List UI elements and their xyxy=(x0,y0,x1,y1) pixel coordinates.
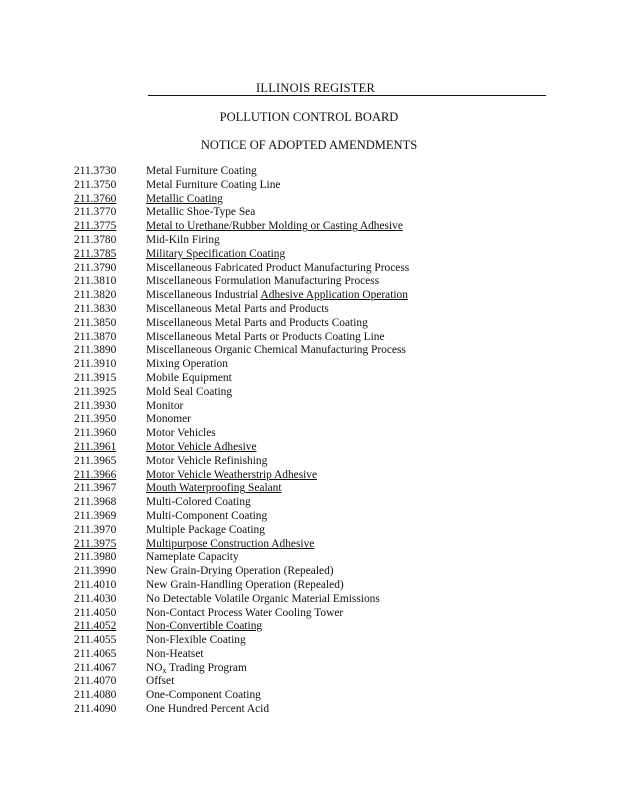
section-title: Miscellaneous Fabricated Product Manufacturing Process xyxy=(146,261,410,274)
notice-title: NOTICE OF ADOPTED AMENDMENTS xyxy=(200,138,418,152)
section-number: 211.3966 xyxy=(74,468,117,481)
section-row xyxy=(74,179,574,193)
section-number: 211.3820 xyxy=(74,289,117,302)
section-number: 211.3968 xyxy=(74,496,117,509)
section-row xyxy=(74,400,574,414)
section-number: 211.3961 xyxy=(74,440,117,453)
section-row xyxy=(74,441,574,455)
register-title: ILLINOIS REGISTER xyxy=(256,81,376,95)
section-title: Mold Seal Coating xyxy=(146,385,233,398)
section-title: New Grain-Drying Operation (Repealed) xyxy=(146,565,334,578)
section-list xyxy=(74,165,574,717)
section-title: Metal Furniture Coating xyxy=(146,165,257,177)
section-row xyxy=(74,317,574,331)
section-number: 211.4055 xyxy=(74,634,117,647)
section-row xyxy=(74,620,574,634)
section-number: 211.3890 xyxy=(74,344,117,357)
section-number: 211.3750 xyxy=(74,178,117,191)
section-title: Metallic Coating xyxy=(146,192,223,205)
section-number: 211.3925 xyxy=(74,385,117,398)
section-row xyxy=(74,193,574,207)
section-number: 211.3975 xyxy=(74,537,117,550)
section-title: Monomer xyxy=(146,413,191,426)
section-title: Multi-Colored Coating xyxy=(146,496,251,509)
section-title: Miscellaneous Organic Chemical Manufacturing Process xyxy=(146,344,406,357)
section-row xyxy=(74,248,574,262)
section-number: 211.3980 xyxy=(74,551,117,564)
section-number: 211.3910 xyxy=(74,358,117,371)
section-title: Metal Furniture Coating Line xyxy=(146,178,281,191)
section-row xyxy=(74,165,574,179)
section-row xyxy=(74,331,574,345)
section-row xyxy=(74,675,574,689)
section-title: Non-Contact Process Water Cooling Tower xyxy=(146,606,344,619)
section-title: Motor Vehicle Weatherstrip Adhesive xyxy=(146,468,318,481)
section-number: 211.3830 xyxy=(74,302,117,315)
section-row xyxy=(74,496,574,510)
section-title: Miscellaneous Formulation Manufacturing Process xyxy=(146,275,380,288)
section-title: Motor Vehicles xyxy=(146,427,216,440)
section-row xyxy=(74,372,574,386)
section-row xyxy=(74,386,574,400)
section-title-rest: Trading Program xyxy=(166,661,247,674)
section-row xyxy=(74,262,574,276)
section-row xyxy=(74,469,574,483)
section-row xyxy=(74,220,574,234)
section-row xyxy=(74,206,574,220)
section-number: 211.3990 xyxy=(74,565,117,578)
section-number: 211.3760 xyxy=(74,192,117,205)
section-number: 211.3967 xyxy=(74,482,117,495)
section-title: Motor Vehicle Refinishing xyxy=(146,454,268,467)
section-number: 211.3950 xyxy=(74,413,117,426)
section-title: Metallic Shoe-Type Sea xyxy=(146,206,256,219)
section-number: 211.4065 xyxy=(74,647,117,660)
section-title: New Grain-Handling Operation (Repealed) xyxy=(146,578,344,591)
section-number: 211.4010 xyxy=(74,578,117,591)
section-number: 211.3969 xyxy=(74,509,117,522)
section-number: 211.4052 xyxy=(74,620,117,633)
section-title: Mid-Kiln Firing xyxy=(146,233,220,246)
section-number: 211.3960 xyxy=(74,427,117,440)
section-title: Multipurpose Construction Adhesive xyxy=(146,537,315,550)
section-title: Non-Flexible Coating xyxy=(146,634,246,647)
section-title: Multiple Package Coating xyxy=(146,523,265,536)
section-row xyxy=(74,275,574,289)
section-title: Non-Heatset xyxy=(146,647,204,660)
section-row xyxy=(74,538,574,552)
section-row xyxy=(74,510,574,524)
section-number: 211.4070 xyxy=(74,675,117,688)
section-title: Mouth Waterproofing Sealant xyxy=(146,482,282,495)
section-title-main: NO xyxy=(146,661,163,674)
section-number: 211.4090 xyxy=(74,703,117,716)
section-title: Military Specification Coating xyxy=(146,247,286,260)
section-title: Miscellaneous Metal Parts and Products Coating xyxy=(146,316,368,329)
section-row xyxy=(74,565,574,579)
section-row xyxy=(74,455,574,469)
section-number: 211.3730 xyxy=(74,165,117,177)
section-row xyxy=(74,579,574,593)
section-number: 211.3870 xyxy=(74,330,117,343)
section-number: 211.4080 xyxy=(74,689,117,702)
section-row xyxy=(74,358,574,372)
section-title: Metal to Urethane/Rubber Molding or Casting Adhesive xyxy=(146,220,403,233)
section-title-added: Adhesive Application Operation xyxy=(260,289,408,302)
section-title: Offset xyxy=(146,675,175,688)
section-title xyxy=(146,289,408,303)
section-title: Miscellaneous Metal Parts or Products Coating Line xyxy=(146,330,385,343)
section-title: No Detectable Volatile Organic Material Emissions xyxy=(146,592,380,605)
section-title xyxy=(146,662,247,676)
section-row xyxy=(74,634,574,648)
section-title: Monitor xyxy=(146,399,184,412)
section-row xyxy=(74,413,574,427)
section-row xyxy=(74,607,574,621)
section-row xyxy=(74,482,574,496)
section-title: Nameplate Capacity xyxy=(146,551,239,564)
section-title: Motor Vehicle Adhesive xyxy=(146,440,257,453)
section-title: Miscellaneous Metal Parts and Products xyxy=(146,302,329,315)
section-row xyxy=(74,289,574,303)
section-number: 211.4067 xyxy=(74,661,117,674)
section-row xyxy=(74,427,574,441)
section-row xyxy=(74,703,574,717)
section-number: 211.3770 xyxy=(74,206,117,219)
section-title: Mobile Equipment xyxy=(146,371,232,384)
section-number: 211.3785 xyxy=(74,247,117,260)
section-number: 211.3915 xyxy=(74,371,117,384)
section-number: 211.4030 xyxy=(74,592,117,605)
section-title-plain: Miscellaneous Industrial xyxy=(146,289,261,302)
section-row xyxy=(74,662,574,676)
section-number: 211.3810 xyxy=(74,275,117,288)
section-number: 211.4050 xyxy=(74,606,117,619)
section-row xyxy=(74,593,574,607)
section-title: Multi-Component Coating xyxy=(146,509,268,522)
register-header xyxy=(148,82,546,96)
section-title: One-Component Coating xyxy=(146,689,261,702)
section-title: Non-Convertible Coating xyxy=(146,620,263,633)
section-row xyxy=(74,648,574,662)
section-row xyxy=(74,344,574,358)
header-rule xyxy=(148,95,546,96)
section-row xyxy=(74,689,574,703)
section-row xyxy=(74,524,574,538)
section-number: 211.3790 xyxy=(74,261,117,274)
agency-title: POLLUTION CONTROL BOARD xyxy=(219,110,399,124)
section-title-subscript: x xyxy=(162,665,167,675)
section-number: 211.3970 xyxy=(74,523,117,536)
section-number: 211.3965 xyxy=(74,454,117,467)
section-row xyxy=(74,551,574,565)
section-row xyxy=(74,303,574,317)
section-number: 211.3780 xyxy=(74,233,117,246)
section-row xyxy=(74,234,574,248)
section-number: 211.3930 xyxy=(74,399,117,412)
section-number: 211.3775 xyxy=(74,220,117,233)
section-title: Mixing Operation xyxy=(146,358,228,371)
section-number: 211.3850 xyxy=(74,316,117,329)
section-title: One Hundred Percent Acid xyxy=(146,703,270,716)
